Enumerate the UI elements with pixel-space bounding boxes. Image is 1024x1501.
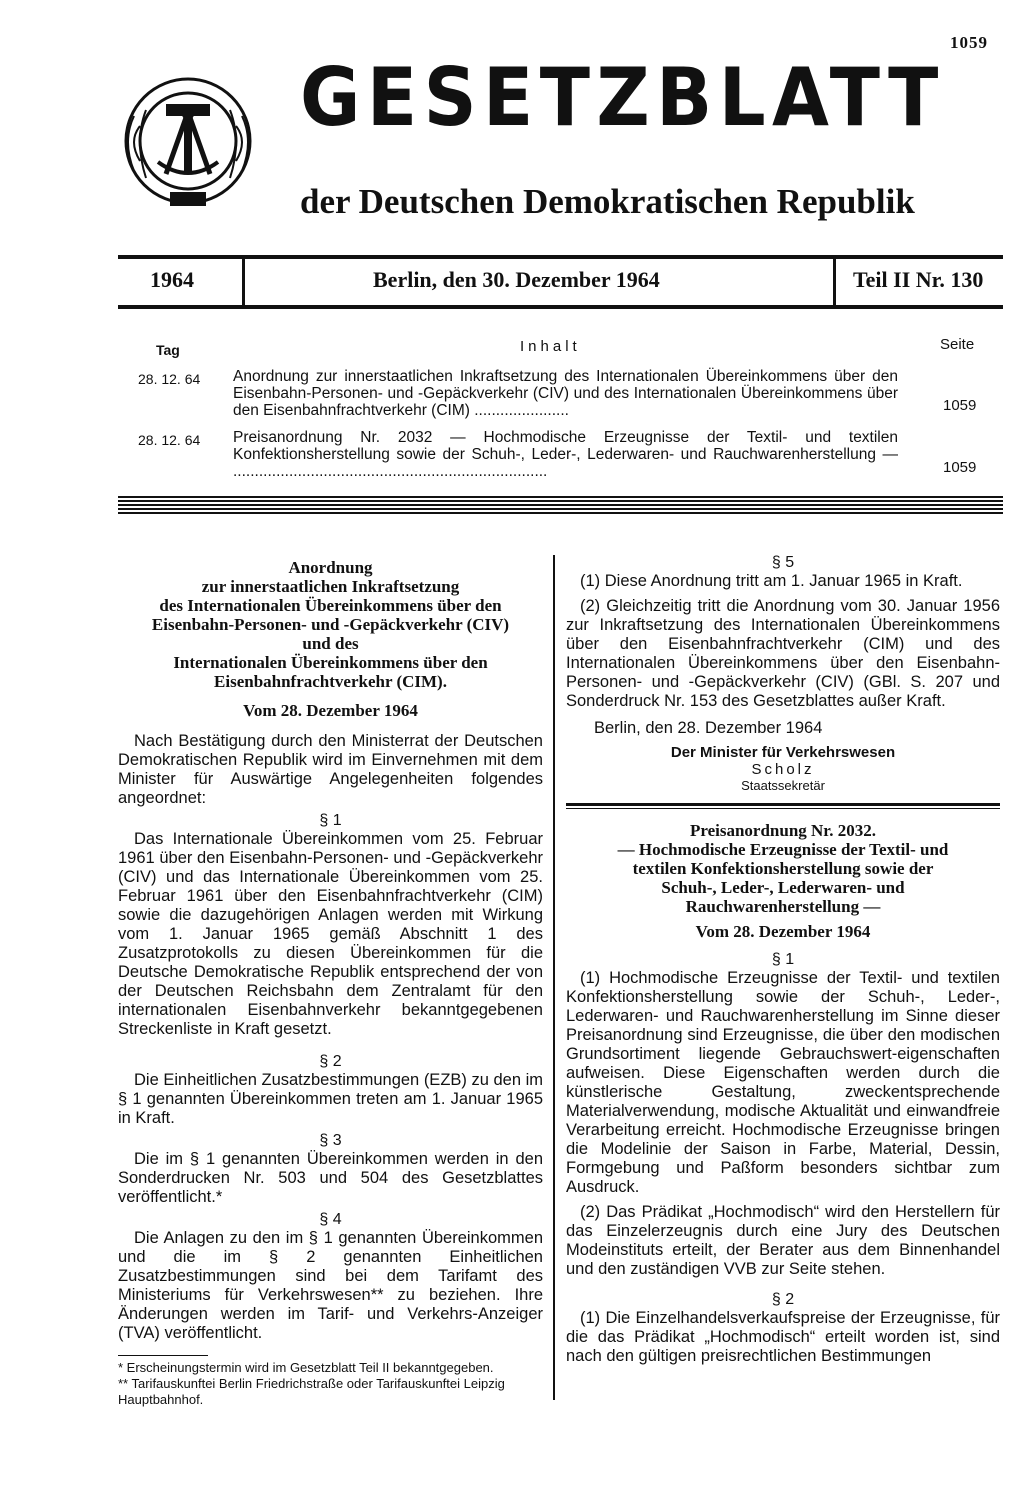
section-rule	[118, 496, 1003, 514]
section-rule	[566, 803, 1000, 809]
section-title: § 5	[771, 554, 795, 571]
issue-year: 1964	[150, 267, 194, 292]
section-text: (2) Das Prädikat „Hochmodisch“ wird den Herstellern für das Einzelerzeugnis durch eine Jury des Deutschen Modeinstituts erteilt, der Berater aus dem Binnenhandel und den zuständigen VVB zur Seite stehen.	[566, 1203, 1000, 1278]
toc-header-seite: Seite	[940, 336, 975, 353]
toc-entry-date: 28. 12. 64	[138, 371, 201, 387]
footnote: ** Tarifauskunftei Berlin Friedrichstraße oder Tarifauskunftei Leipzig Hauptbahnhof.	[118, 1376, 505, 1407]
info-bar-divider	[242, 259, 245, 305]
toc-entry-date: 28. 12. 64	[138, 432, 201, 448]
section-title: § 1	[771, 951, 795, 968]
issue-info-bar	[118, 255, 1003, 309]
signer-title: Der Minister für Verkehrswesen	[670, 744, 896, 761]
section-text: (2) Gleichzeitig tritt die Anordnung vom 30. Januar 1956 zur Inkraftsetzung des Internationalen Übereinkommens über den Eisenbahnfrachtverkehr (CIM) und des Internationalen Übereinkommens über den Eisenbahn-Personen- und -Gepäckverkehr (CIV) (GBl. S. 207 und Sonderdruck Nr. 153 des Gesetzblattes außer Kraft.	[566, 597, 1000, 710]
decree-date: Vom 28. Dezember 1964	[243, 701, 418, 720]
signature-place-date: Berlin, den 28. Dezember 1964	[594, 719, 823, 737]
masthead-title: GESETZBLATT	[300, 51, 945, 144]
toc-entry-text: Anordnung zur innerstaatlichen Inkraftsetzung des Internationalen Übereinkommens über den Eisenbahn-Personen- und -Gepäckverkehr (CIV) und des Internationalen Übereinkommens über den Eisenbahnfrachtverkehr (CIM) ......................	[233, 368, 898, 419]
section-text: Die im § 1 genannten Übereinkommen werden in den Sonderdrucken Nr. 503 und 504 des Gesetzblattes veröffentlicht.*	[118, 1150, 543, 1206]
decree-title-line: Internationalen Übereinkommens über den	[173, 653, 488, 672]
decree-intro: Nach Bestätigung durch den Ministerrat der Deutschen Demokratischen Republik wird im Einvernehmen mit dem Minister für Auswärtige Angelegenheiten folgendes angeordnet:	[118, 732, 543, 807]
state-emblem-icon	[118, 66, 258, 216]
price-order-title-line: Schuh-, Leder-, Lederwaren- und	[661, 878, 905, 897]
decree-title-line: und des	[302, 634, 359, 653]
decree-title-line: Eisenbahn-Personen- und -Gepäckverkehr (CIV)	[151, 615, 510, 634]
decree-title-line: Eisenbahnfrachtverkehr (CIM).	[214, 672, 447, 691]
section-title: § 4	[319, 1211, 342, 1228]
decree-title-line: zur innerstaatlichen Inkraftsetzung	[201, 577, 460, 596]
decree-title	[118, 558, 543, 691]
toc-header-inhalt: Inhalt	[520, 338, 581, 355]
left-column	[118, 558, 543, 1408]
decree-title-line: des Internationalen Übereinkommens über den	[159, 596, 502, 615]
price-order-title-line: Preisanordnung Nr. 2032.	[689, 821, 877, 840]
signer-name: Scholz	[751, 761, 815, 778]
right-column	[566, 554, 1000, 1366]
section-title: § 3	[319, 1132, 342, 1149]
issue-place-date: Berlin, den 30. Dezember 1964	[373, 267, 660, 292]
section-text: Das Internationale Übereinkommen vom 25. Februar 1961 über den Eisenbahn-Personen- und -Gepäckverkehr (CIV) und das Internationale Übereinkommen vom 25. Februar 1961 über den Eisenbahnfrachtverkehr (CIM) sowie die dazugehörigen Anlagen werden mit Wirkung vom 1. Januar 1965 gemäß Abschnitt 1 des Zusatzprotokolls zu diesen Übereinkommen für die Deutsche Demokratische Republik entsprechend der von der Deutschen Reichsbahn dem Zentralamt für den internationalen Eisenbahnverkehr bekanntgegebenen Streckenliste in Kraft gesetzt.	[118, 830, 543, 1038]
section-text: (1) Diese Anordnung tritt am 1. Januar 1965 in Kraft.	[580, 572, 963, 590]
section-text: Die Einheitlichen Zusatzbestimmungen (EZB) zu den im § 1 genannten Übereinkommen treten am 1. Januar 1965 in Kraft.	[118, 1071, 544, 1127]
section-title: § 2	[771, 1291, 795, 1308]
page-number: 1059	[950, 33, 988, 52]
section-text: Die Anlagen zu den im § 1 genannten Übereinkommen und die im § 2 genannten Einheitlichen Zusatzbestimmungen sind bei dem Tarifamt des Ministeriums für Verkehrswesen** zu beziehen. Ihre Änderungen werden im Tarif- und Verkehrs-Anzeiger (TVA) veröffentlicht.	[118, 1229, 543, 1342]
toc-entry-page: 1059	[943, 397, 977, 414]
signer-role: Staatssekretär	[741, 778, 825, 793]
section-text: (1) Die Einzelhandelsverkaufspreise der Erzeugnisse, für die das Prädikat „Hochmodisch“ erteilt worden ist, sind nach den gültigen preisrechtlichen Bestimmungen	[566, 1309, 1000, 1365]
decree-title-line: Anordnung	[288, 558, 373, 577]
toc-header-tag: Tag	[156, 342, 180, 358]
issue-number: Teil II Nr. 130	[853, 267, 984, 292]
section-title: § 1	[319, 812, 342, 829]
column-divider	[553, 555, 555, 1400]
footnote-rule	[118, 1355, 208, 1356]
section-text: (1) Hochmodische Erzeugnisse der Textil- und textilen Konfektionsherstellung sowie der Schuh-, Leder-, Lederwaren- und Rauchwarenherstellung im Sinne dieser Preisanordnung sind Erzeugnisse, die über den modischen Grundsortiment liegende Gebrauchswert-eigenschaften aufweisen. Diese Eigenschaften werden durch die künstlerische Gestaltung, zweckentsprechende Materialverwendung, modische Aktualität und einwandfreie Verarbeitung erreicht. Hochmodische Erzeugnisse bringen die Modelinie der Saison in Farbe, Material, Dessin, Formgebung und Paßform besonders sichtbar zum Ausdruck.	[566, 969, 1000, 1196]
toc-entry-page: 1059	[943, 459, 977, 476]
toc-entry-text: Preisanordnung Nr. 2032 — Hochmodische Erzeugnisse der Textil- und textilen Konfektionsherstellung sowie der Schuh-, Leder-, Lederwaren- und Rauchwarenherstellung — .........................................................................	[233, 429, 898, 480]
price-order-title-line: textilen Konfektionsherstellung sowie der	[632, 859, 934, 878]
section-title: § 2	[319, 1053, 342, 1070]
price-order-date: Vom 28. Dezember 1964	[695, 922, 871, 941]
price-order-title	[566, 821, 1000, 916]
masthead-subtitle: der Deutschen Demokratischen Republik	[300, 182, 915, 221]
price-order-title-line: — Hochmodische Erzeugnisse der Textil- und	[617, 840, 949, 859]
price-order-title-line: Rauchwarenherstellung —	[685, 897, 881, 916]
footnote: * Erscheinungstermin wird im Gesetzblatt Teil II bekanntgegeben.	[118, 1360, 494, 1375]
info-bar-divider	[833, 259, 836, 305]
